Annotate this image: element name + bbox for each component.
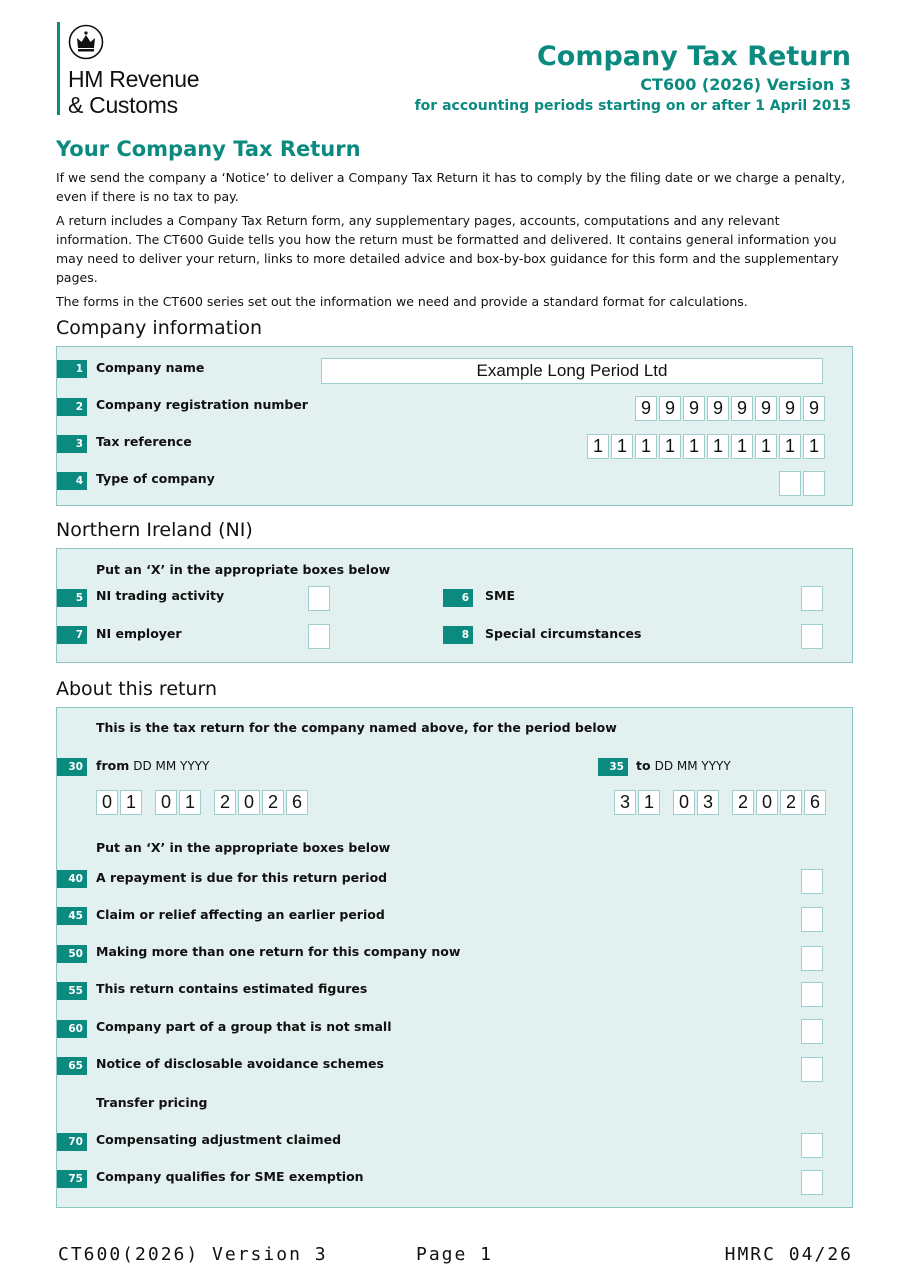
box-number: 75 [57,1170,87,1188]
tax-reference-digit[interactable]: 1 [755,434,777,459]
about-instruction: Put an ‘X’ in the appropriate boxes below [96,840,391,855]
box-number: 70 [57,1133,87,1151]
section-about-this-return: About this return [56,678,218,700]
avoidance-schemes-checkbox[interactable] [801,1057,823,1082]
tax-reference-digit[interactable]: 1 [611,434,633,459]
company-type-digit[interactable] [779,471,801,496]
from-date-digit[interactable]: 1 [179,790,201,815]
company-name-field[interactable]: Example Long Period Ltd [321,358,823,384]
special-circumstances-checkbox[interactable] [801,624,823,649]
registration-digit[interactable]: 9 [755,396,777,421]
date-format-hint: DD MM YYYY [133,759,210,773]
footer-hmrc-date: HMRC 04/26 [724,1244,853,1265]
company-name-label: Company name [96,360,205,375]
hmrc-logo-text [68,66,199,118]
tax-reference-digit[interactable]: 1 [659,434,681,459]
group-not-small-checkbox[interactable] [801,1019,823,1044]
to-date-digit[interactable]: 2 [780,790,802,815]
to-date-digit[interactable]: 2 [732,790,754,815]
from-date-digit[interactable]: 2 [214,790,236,815]
to-date-digit[interactable]: 3 [697,790,719,815]
estimated-figures-checkbox[interactable] [801,982,823,1007]
registration-number-label: Company registration number [96,397,308,412]
registration-digit[interactable]: 9 [659,396,681,421]
earlier-period-claim-checkbox[interactable] [801,907,823,932]
ni-employer-label: NI employer [96,626,182,641]
multiple-returns-checkbox[interactable] [801,946,823,971]
intro-text [56,168,856,316]
special-circumstances-label: Special circumstances [485,626,642,641]
box-number: 7 [57,626,87,644]
logo-bar [57,22,60,115]
tax-reference-digit[interactable]: 1 [635,434,657,459]
box-number: 55 [57,982,87,1000]
from-date-digit[interactable]: 0 [238,790,260,815]
registration-digit[interactable]: 9 [731,396,753,421]
from-label [96,758,209,773]
intro-paragraph-2: A return includes a Company Tax Return form, any supplementary pages, accounts, computations and any relevant information. The CT600 Guide tells you how the return must be formatted and delivered. It contains general information you may need to deliver your return, links to more detailed advice and box-by-box guidance for this form and the supplementary pages. [56,213,839,285]
from-word: from [96,758,130,773]
page-title: Your Company Tax Return [56,137,361,161]
from-date-digit[interactable]: 0 [96,790,118,815]
from-date-digit[interactable]: 0 [155,790,177,815]
to-date-digit[interactable]: 0 [756,790,778,815]
intro-paragraph-1: If we send the company a ‘Notice’ to deliver a Company Tax Return it has to comply by the filing date or we charge a penalty, even if there is no tax to pay. [56,170,846,204]
box-number: 6 [443,589,473,607]
registration-digit[interactable]: 9 [635,396,657,421]
form-version: CT600 (2026) Version 3 [640,75,851,94]
repayment-due-checkbox[interactable] [801,869,823,894]
crown-crest-icon [68,24,104,60]
registration-digit[interactable]: 9 [707,396,729,421]
registration-digit[interactable]: 9 [683,396,705,421]
compensating-adjustment-checkbox[interactable] [801,1133,823,1158]
box-number: 5 [57,589,87,607]
box-number: 3 [57,435,87,453]
box-number: 1 [57,360,87,378]
tax-reference-digit[interactable]: 1 [779,434,801,459]
avoidance-schemes-label: Notice of disclosable avoidance schemes [96,1056,384,1071]
to-word: to [636,758,651,773]
to-date-digit[interactable]: 3 [614,790,636,815]
multiple-returns-label: Making more than one return for this company now [96,944,461,959]
ni-trading-activity-label: NI trading activity [96,588,225,603]
form-period-note: for accounting periods starting on or after 1 April 2015 [414,98,851,114]
date-format-hint: DD MM YYYY [654,759,731,773]
registration-digit[interactable]: 9 [803,396,825,421]
ni-employer-checkbox[interactable] [308,624,330,649]
company-type-label: Type of company [96,471,215,486]
section-company-information: Company information [56,317,263,339]
sme-exemption-checkbox[interactable] [801,1170,823,1195]
section-northern-ireland: Northern Ireland (NI) [56,519,253,541]
northern-ireland-panel [56,548,853,663]
box-number: 40 [57,870,87,888]
tax-reference-label: Tax reference [96,434,192,449]
tax-reference-digit[interactable]: 1 [707,434,729,459]
to-date-digit[interactable]: 1 [638,790,660,815]
box-number: 2 [57,398,87,416]
box-number: 30 [57,758,87,776]
box-number: 50 [57,945,87,963]
about-intro: This is the tax return for the company named above, for the period below [96,720,617,735]
tax-reference-digit[interactable]: 1 [803,434,825,459]
about-this-return-panel [56,707,853,1208]
repayment-due-label: A repayment is due for this return period [96,870,388,885]
to-date-digit[interactable]: 0 [673,790,695,815]
company-type-digit[interactable] [803,471,825,496]
box-number: 65 [57,1057,87,1075]
box-number: 45 [57,907,87,925]
from-date-digit[interactable]: 6 [286,790,308,815]
box-number: 4 [57,472,87,490]
to-date-digit[interactable]: 6 [804,790,826,815]
box-number: 8 [443,626,473,644]
tax-reference-digit[interactable]: 1 [731,434,753,459]
earlier-period-claim-label: Claim or relief affecting an earlier period [96,907,385,922]
box-number: 35 [598,758,628,776]
to-label [636,758,731,773]
sme-checkbox[interactable] [801,586,823,611]
from-date-digit[interactable]: 1 [120,790,142,815]
intro-paragraph-3: The forms in the CT600 series set out the information we need and provide a standard format for calculations. [56,294,748,309]
ni-instruction: Put an ‘X’ in the appropriate boxes below [96,562,391,577]
transfer-pricing-heading: Transfer pricing [96,1095,208,1110]
footer-page-number: Page 1 [416,1244,494,1265]
form-header [415,40,851,116]
footer-form-version: CT600(2026) Version 3 [58,1244,328,1265]
ni-trading-activity-checkbox[interactable] [308,586,330,611]
logo-line-2: & Customs [68,92,178,118]
company-information-panel [56,346,853,506]
from-date-digit[interactable]: 2 [262,790,284,815]
estimated-figures-label: This return contains estimated figures [96,981,368,996]
compensating-adjustment-label: Compensating adjustment claimed [96,1132,342,1147]
form-title: Company Tax Return [536,41,851,72]
tax-reference-digit[interactable]: 1 [587,434,609,459]
box-number: 60 [57,1020,87,1038]
registration-digit[interactable]: 9 [779,396,801,421]
tax-reference-digit[interactable]: 1 [683,434,705,459]
group-not-small-label: Company part of a group that is not small [96,1019,392,1034]
logo-line-1: HM Revenue [68,66,200,92]
sme-label: SME [485,588,515,603]
sme-exemption-label: Company qualifies for SME exemption [96,1169,364,1184]
